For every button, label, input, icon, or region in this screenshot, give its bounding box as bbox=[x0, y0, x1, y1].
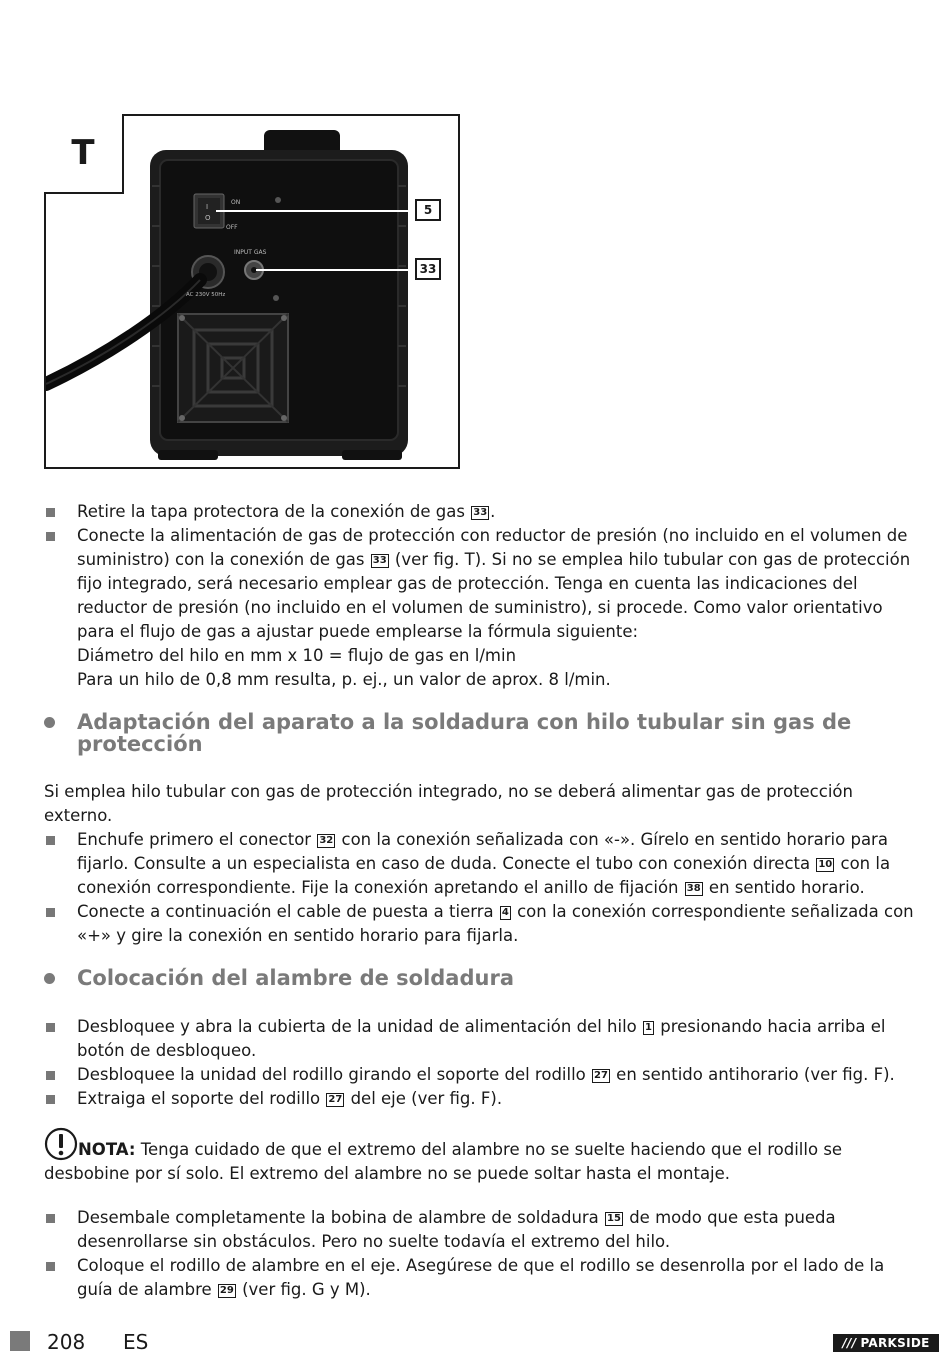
list-item: Conecte a continuación el cable de puesta a tierra 4 con la conexión correspondiente señalizada con «+» y gire la conexión en sentido horario para fijarla. bbox=[44, 900, 914, 948]
list-item: Coloque el rodillo de alambre en el eje. Asegúrese de que el rodillo se desenrolla por el lado de la guía de alambre 29 (ver fig. G y M). bbox=[44, 1254, 914, 1302]
svg-text:O: O bbox=[205, 214, 211, 222]
figure-letter: T bbox=[44, 114, 124, 194]
list-item: Conecte la alimentación de gas de protección con reductor de presión (no incluido en el volumen de suministro) con la conexión de gas 33 (ver fig. T). Si no se emplea hilo tubular con gas de protección fijo integrado, será necesario emplear gas de protección. Tenga en cuenta las indicaciones del reductor de presión (no incluido en el volumen de suministro), si procede. Como valor orientativo para el flujo de gas a ajustar puede emplearse la fórmula siguiente: Diámetro del hilo en mm x 10 = flujo de gas en l/min Para un hilo de 0,8 mm resulta, p. ej., un valor de aprox. 8 l/min. bbox=[44, 524, 914, 692]
language-code: ES bbox=[123, 1330, 149, 1354]
spool-list bbox=[44, 1206, 914, 1302]
list-item: Desembale completamente la bobina de alambre de soldadura 15 de modo que esta pueda desenrollarse sin obstáculos. Pero no suelte todavía el extremo del hilo. bbox=[44, 1206, 914, 1254]
wire-insert-list bbox=[44, 1015, 914, 1111]
gas-connection-list bbox=[44, 500, 914, 692]
callout-33: 33 bbox=[415, 258, 441, 280]
page-number: 208 bbox=[47, 1330, 86, 1354]
svg-text:INPUT GAS: INPUT GAS bbox=[234, 249, 267, 256]
ref-33: 33 bbox=[372, 555, 387, 566]
list-item: Desbloquee y abra la cubierta de la unidad de alimentación del hilo 1 presionando hacia arriba el botón de desbloqueo. bbox=[44, 1015, 914, 1063]
note-label: NOTA: bbox=[78, 1140, 136, 1159]
list-item: Extraiga el soporte del rodillo 27 del eje (ver fig. F). bbox=[44, 1087, 914, 1111]
footer-marker bbox=[10, 1331, 30, 1351]
callout-5: 5 bbox=[415, 199, 441, 221]
section-heading: Adaptación del aparato a la soldadura con hilo tubular sin gas de protección bbox=[44, 711, 914, 755]
ref-33: 33 bbox=[473, 507, 488, 518]
flux-wire-list bbox=[44, 828, 914, 948]
brand-logo: /// PARKSIDE bbox=[833, 1334, 939, 1352]
paragraph: Si emplea hilo tubular con gas de protección integrado, no se deberá alimentar gas de protección externo. bbox=[44, 782, 853, 825]
svg-text:ON: ON bbox=[231, 199, 241, 206]
note-block bbox=[44, 1127, 924, 1186]
svg-text:I: I bbox=[206, 203, 209, 211]
note-text: Tenga cuidado de que el extremo del alambre no se suelte haciendo que el rodillo se desbobine por sí solo. El extremo del alambre no se puede soltar hasta el montaje. bbox=[44, 1140, 843, 1183]
warning-icon bbox=[44, 1127, 78, 1161]
list-item: Retire la tapa protectora de la conexión de gas 33 . bbox=[44, 500, 914, 524]
svg-text:AC 230V 50Hz: AC 230V 50Hz bbox=[186, 292, 226, 298]
list-item: Desbloquee la unidad del rodillo girando el soporte del rodillo 27 en sentido antihorario (ver fig. F). bbox=[44, 1063, 914, 1087]
svg-text:OFF: OFF bbox=[226, 224, 238, 231]
list-item: Enchufe primero el conector 32 con la conexión señalizada con «-». Gírelo en sentido horario para fijarlo. Consulte a un especialista en caso de duda. Conecte el tubo con conexión directa 10 con la conexión correspondiente. Fije la conexión apretando el anillo de fijación 38 en sentido horario. bbox=[44, 828, 914, 900]
section-heading: Colocación del alambre de soldadura bbox=[44, 967, 914, 989]
